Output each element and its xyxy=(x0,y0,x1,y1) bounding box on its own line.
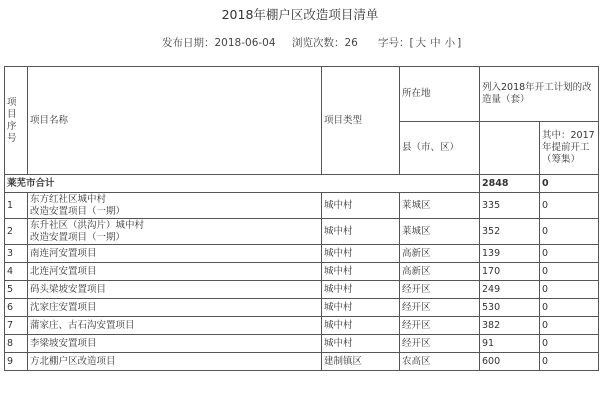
header-name: 项目名称 xyxy=(28,67,322,175)
table-row xyxy=(5,263,599,281)
row-name-line: 码头梁坡安置项目 xyxy=(30,283,107,295)
row-type: 城中村 xyxy=(322,335,400,353)
row-name-line: 沈家庄安置项目 xyxy=(30,301,97,313)
total-early: 0 xyxy=(540,175,599,193)
row-planned: 170 xyxy=(480,263,540,281)
font-size-close: ] xyxy=(457,37,462,49)
row-name xyxy=(28,245,322,263)
table-row xyxy=(5,281,599,299)
row-planned: 352 xyxy=(480,219,540,245)
total-planned: 2848 xyxy=(480,175,540,193)
row-seq: 5 xyxy=(5,281,28,299)
row-type: 城中村 xyxy=(322,193,400,219)
row-planned: 139 xyxy=(480,245,540,263)
table-row xyxy=(5,353,599,371)
page-title: 2018年棚户区改造项目清单 xyxy=(221,7,379,22)
row-name-line: 李梁坡安置项目 xyxy=(30,337,97,349)
view-count-label: 浏览次数： xyxy=(292,37,345,49)
row-name xyxy=(28,193,322,219)
row-county: 高新区 xyxy=(400,245,480,263)
row-type: 城中村 xyxy=(322,245,400,263)
row-type: 城中村 xyxy=(322,281,400,299)
font-size-medium-link[interactable]: 中 xyxy=(430,37,441,49)
row-seq: 4 xyxy=(5,263,28,281)
row-name xyxy=(28,299,322,317)
table-row xyxy=(5,317,599,335)
row-early: 0 xyxy=(540,263,599,281)
row-early: 0 xyxy=(540,317,599,335)
row-seq: 3 xyxy=(5,245,28,263)
row-seq: 6 xyxy=(5,299,28,317)
header-location: 所在地 xyxy=(400,67,480,122)
publish-date xyxy=(162,36,276,50)
row-seq: 1 xyxy=(5,193,28,219)
row-name xyxy=(28,317,322,335)
row-county: 莱城区 xyxy=(400,219,480,245)
view-count-value: 26 xyxy=(344,37,358,49)
font-size-label: 字号：[ xyxy=(378,37,414,49)
table-row xyxy=(5,219,599,245)
row-early: 0 xyxy=(540,281,599,299)
header-row-1 xyxy=(5,67,599,122)
table-row xyxy=(5,245,599,263)
row-type: 城中村 xyxy=(322,299,400,317)
row-seq: 7 xyxy=(5,317,28,335)
row-county: 经开区 xyxy=(400,317,480,335)
font-size-small-link[interactable]: 小 xyxy=(444,37,456,49)
row-planned: 91 xyxy=(480,335,540,353)
row-seq: 8 xyxy=(5,335,28,353)
row-county: 经开区 xyxy=(400,281,480,299)
row-county: 莱城区 xyxy=(400,193,480,219)
row-name-line: 东方红社区城中村 xyxy=(30,193,107,205)
row-name xyxy=(28,219,322,245)
row-seq: 2 xyxy=(5,219,28,245)
header-county: 县（市、区） xyxy=(400,122,480,175)
table-row xyxy=(5,193,599,219)
font-size-large-link[interactable]: 大 xyxy=(415,37,427,49)
row-county: 高新区 xyxy=(400,263,480,281)
row-early: 0 xyxy=(540,193,599,219)
header-planned: 列入2018年开工计划的改造量（套） xyxy=(480,67,599,122)
row-planned: 600 xyxy=(480,353,540,371)
table-row xyxy=(5,299,599,317)
row-name-line: 北连河安置项目 xyxy=(30,265,97,277)
row-type: 城中村 xyxy=(322,219,400,245)
header-type: 项目类型 xyxy=(322,67,400,175)
font-size-selector xyxy=(378,36,461,50)
row-planned: 530 xyxy=(480,299,540,317)
row-name xyxy=(28,281,322,299)
view-count xyxy=(292,36,358,50)
row-early: 0 xyxy=(540,299,599,317)
row-name-line: 改造安置项目（一期） xyxy=(30,205,126,217)
row-early: 0 xyxy=(540,335,599,353)
row-early: 0 xyxy=(540,245,599,263)
header-seq: 项目序号 xyxy=(5,67,28,175)
row-name xyxy=(28,335,322,353)
row-early: 0 xyxy=(540,353,599,371)
row-name-line: 南连河安置项目 xyxy=(30,247,97,259)
row-type: 建制镇区 xyxy=(322,353,400,371)
row-county: 经开区 xyxy=(400,335,480,353)
header-planned-blank xyxy=(480,122,540,175)
row-county: 经开区 xyxy=(400,299,480,317)
row-name-line: 东升社区（洪沟片）城中村 xyxy=(30,219,145,231)
row-name-line: 方北棚户区改造项目 xyxy=(30,355,116,367)
row-planned: 249 xyxy=(480,281,540,299)
row-name xyxy=(28,353,322,371)
publish-date-label: 发布日期： xyxy=(162,37,215,49)
row-type: 城中村 xyxy=(322,263,400,281)
row-type: 城中村 xyxy=(322,317,400,335)
header-early: 其中：2017年提前开工（筹集） xyxy=(540,122,599,175)
row-name-line: 蒲家庄、古石沟安置项目 xyxy=(30,319,135,331)
row-name xyxy=(28,263,322,281)
total-label: 莱芜市合计 xyxy=(5,175,480,193)
row-planned: 382 xyxy=(480,317,540,335)
publish-date-value: 2018-06-04 xyxy=(214,37,276,49)
row-seq: 9 xyxy=(5,353,28,371)
row-name-line: 改造安置项目（一期） xyxy=(30,231,126,243)
row-planned: 335 xyxy=(480,193,540,219)
row-county: 农高区 xyxy=(400,353,480,371)
row-early: 0 xyxy=(540,219,599,245)
project-table xyxy=(4,66,599,371)
table-row xyxy=(5,335,599,353)
total-row xyxy=(5,175,599,193)
